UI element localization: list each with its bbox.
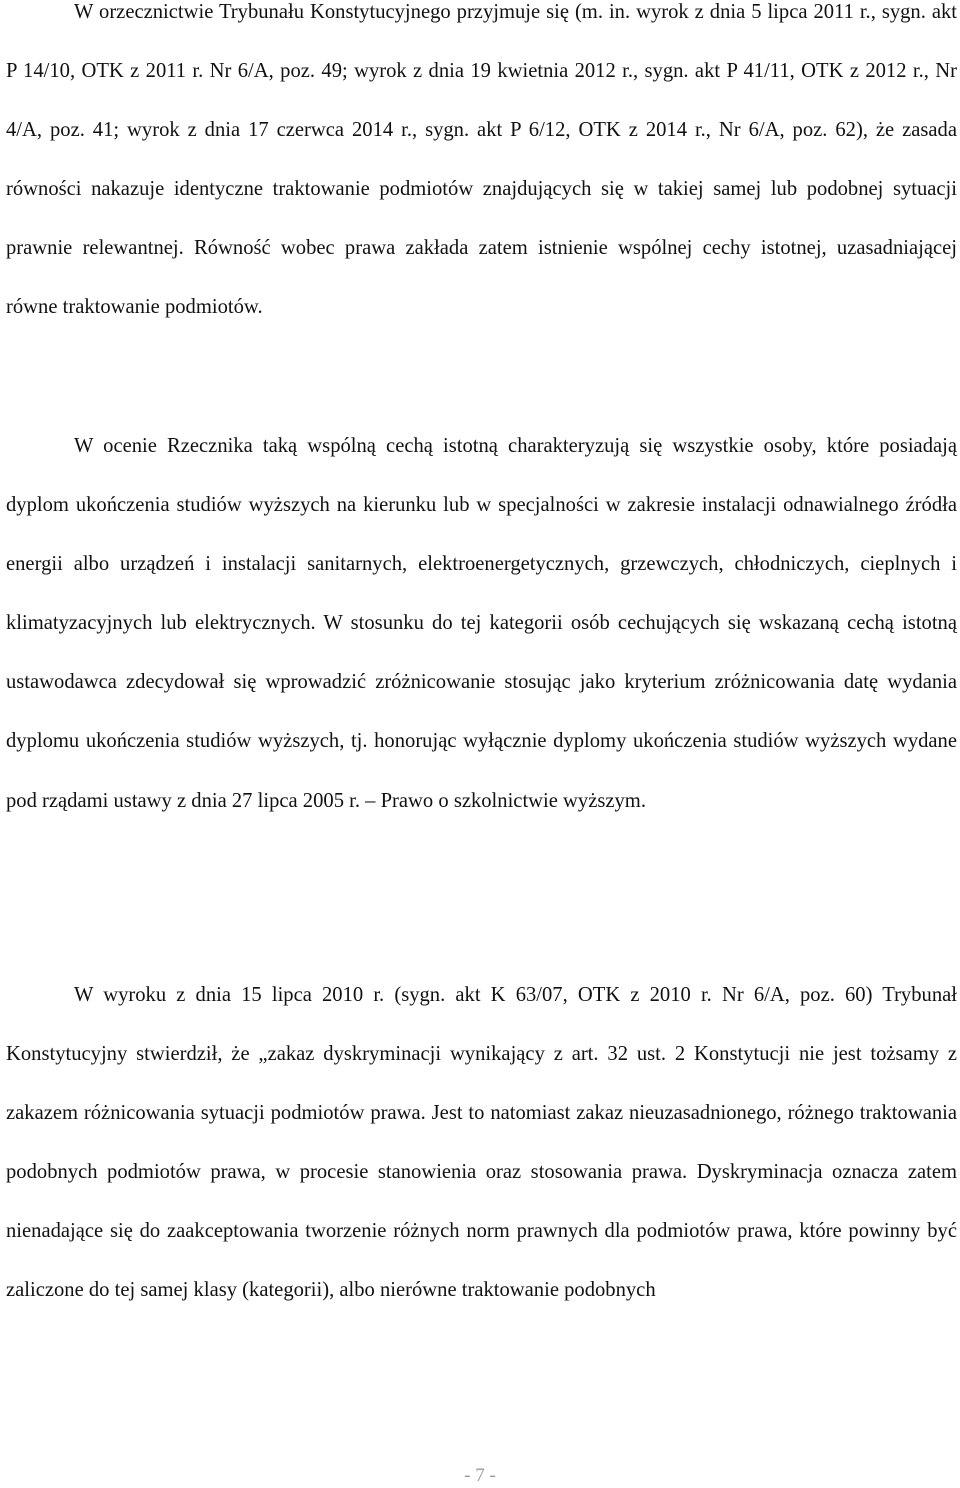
paragraph-ombudsman-opinion: W ocenie Rzecznika taką wspólną cechą istotną charakteryzują się wszystkie osoby, które posiadają dyplom ukończenia studiów wyższych na kierunku lub w specjalności w zakresie instalacji odnawialnego źródła energii albo urządzeń i instalacji sanitarnych, elektroenergetycznych, grzewczych, chłodniczych, cieplnych i klimatyzacyjnych lub elektrycznych. W stosunku do tej kategorii osób cechujących się wskazaną cechą istotną ustawodawca zdecydował się wprowadzić zróżnicowanie stosując jako kryterium zróżnicowania datę wydania dyplomu ukończenia studiów wyższych, tj. honorując wyłącznie dyplomy ukończenia studiów wyższych wydane pod rządami ustawy z dnia 27 lipca 2005 r. – Prawo o szkolnictwie wyższym. [6, 435, 957, 812]
paragraph-case-law: W orzecznictwie Trybunału Konstytucyjnego przyjmuje się (m. in. wyrok z dnia 5 lipca 2011 r., sygn. akt P 14/10, OTK z 2011 r. Nr 6/A, poz. 49; wyrok z dnia 19 kwietnia 2012 r., sygn. akt P 41/11, OTK z 2012 r., Nr 4/A, poz. 41; wyrok z dnia 17 czerwca 2014 r., sygn. akt P 6/12, OTK z 2014 r., Nr 6/A, poz. 62), że zasada równości nakazuje identyczne traktowanie podmiotów znajdujących się w takiej samej lub podobnej sytuacji prawnie relewantnej. Równość wobec prawa zakłada zatem istnienie wspólnej cechy istotnej, uzasadniającej równe traktowanie podmiotów. [6, 1, 957, 319]
page-number: - 7 - [464, 1465, 496, 1486]
paragraph-tribunal-ruling: W wyroku z dnia 15 lipca 2010 r. (sygn. akt K 63/07, OTK z 2010 r. Nr 6/A, poz. 60) Trybunał Konstytucyjny stwierdził, że „zakaz dyskryminacji wynikający z art. 32 ust. 2 Konstytucji nie jest tożsamy z zakazem różnicowania sytuacji podmiotów prawa. Jest to natomiast zakaz nieuzasadnionego, różnego traktowania podobnych podmiotów prawa, w procesie stanowienia oraz stosowania prawa. Dyskryminacja oznacza zatem nienadające się do zaakceptowania tworzenie różnych norm prawnych dla podmiotów prawa, które powinny być zaliczone do tej samej klasy (kategorii), albo nierówne traktowanie podobnych [6, 984, 957, 1302]
